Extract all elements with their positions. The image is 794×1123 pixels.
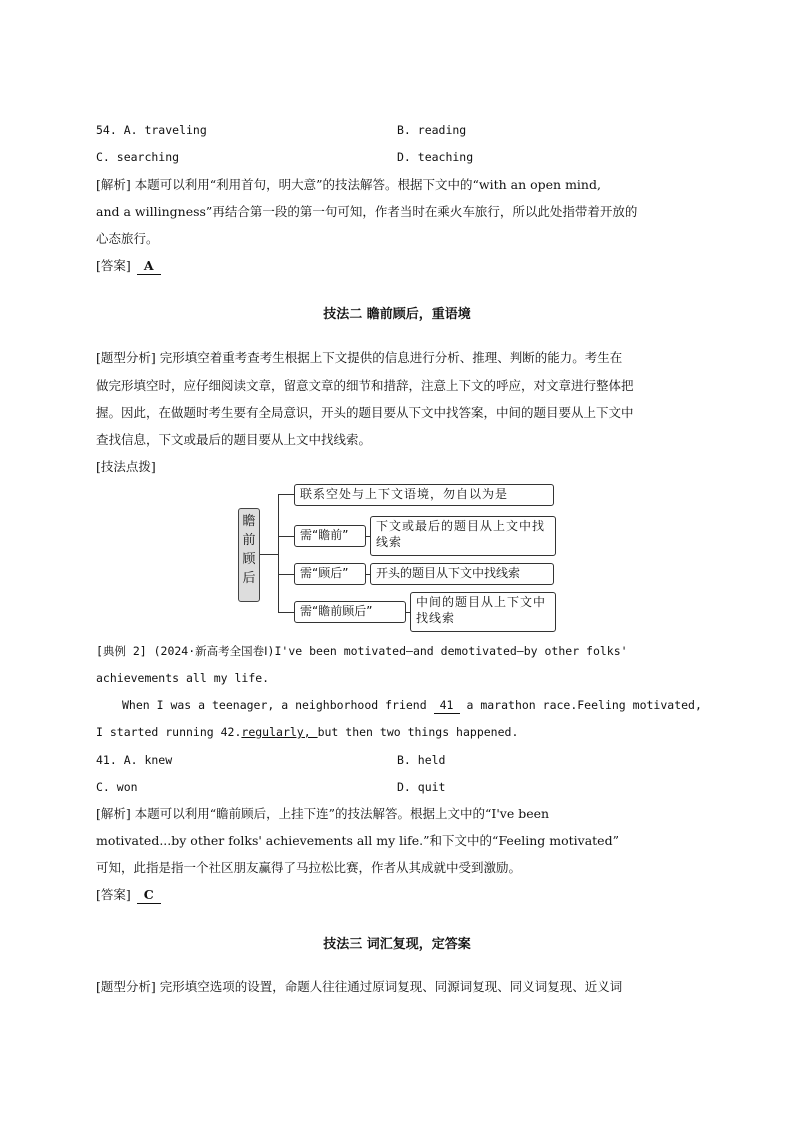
answer-41: [96, 887, 161, 904]
passage-line-1: [122, 697, 702, 714]
answer-value-2: C: [137, 887, 161, 904]
passage-line-2: [96, 724, 518, 740]
section-2-analysis-line-3: 握。因此，在做题时考生要有全局意识，开头的题目要从下文中找答案，中间的题目要从上下文中: [96, 405, 634, 420]
answer-label-2: [答案]: [96, 887, 131, 902]
option-41-b: B. held: [397, 753, 446, 767]
diagram-label-3: 需“瞻前顾后”: [294, 601, 406, 623]
technique-diagram: [236, 482, 566, 634]
blank-41: 41: [434, 697, 460, 714]
diagram-label-1: 需“瞻前”: [294, 525, 366, 547]
passage-text-1a: When I was a teenager, a neighborhood friend: [122, 698, 434, 712]
diagram-text-1: 下文或最后的题目从上文中找线索: [370, 516, 556, 556]
diagram-branch-0: [278, 494, 294, 495]
diagram-label-2: 需“顾后”: [294, 563, 366, 585]
example-2-intro-line-2: achievements all my life.: [96, 671, 270, 685]
diagram-branch-2: [278, 574, 294, 575]
section-2-analysis-line-1: [题型分析] 完形填空着重考查考生根据上下文提供的信息进行分析、推理、判断的能力。考生在: [96, 350, 623, 365]
analysis-54-line-3: 心态旅行。: [96, 231, 159, 246]
diagram-text-3: 中间的题目从上下文中找线索: [410, 592, 556, 632]
diagram-branch-1: [278, 536, 294, 537]
analysis-41-line-2: motivated...by other folks' achievements all my life.”和下文中的“Feeling motivated”: [96, 833, 619, 848]
answer-label: [答案]: [96, 258, 131, 273]
answer-54: [96, 258, 161, 275]
option-41-c: C. won: [96, 780, 138, 794]
diagram-branch-3: [278, 612, 294, 613]
analysis-54-line-1: [解析] 本题可以利用“利用首句，明大意”的技法解答。根据下文中的“with an open mind,: [96, 177, 601, 192]
diagram-trunk: [278, 494, 279, 612]
passage-text-2a: I started running 42.: [96, 725, 242, 739]
analysis-54-line-2: and a willingness”再结合第一段的第一句可知，作者当时在乘火车旅行，所以此处指带着开放的: [96, 204, 638, 219]
section-3-analysis-line-1: [题型分析] 完形填空选项的设置，命题人往往通过原词复现、同源词复现、同义词复现、近义词: [96, 979, 623, 994]
option-54-a: 54. A. traveling: [96, 123, 207, 137]
diagram-connector: [260, 554, 278, 555]
option-41-a: 41. A. knew: [96, 753, 173, 767]
option-54-c: C. searching: [96, 150, 180, 164]
section-3-heading: 技法三 词汇复现，定答案: [323, 937, 471, 952]
passage-text-2b: but then two things happened.: [317, 725, 519, 739]
passage-underlined: regularly,: [241, 725, 318, 739]
section-2-analysis-line-2: 做完形填空时，应仔细阅读文章，留意文章的细节和措辞，注意上下文的呼应，对文章进行整体把: [96, 378, 634, 393]
analysis-41-line-3: 可知，此指是指一个社区朋友赢得了马拉松比赛，作者从其成就中受到激励。: [96, 860, 522, 875]
analysis-41-line-1: [解析] 本题可以利用“瞻前顾后，上挂下连”的技法解答。根据上文中的“I've been: [96, 806, 550, 821]
section-2-heading: 技法二 瞻前顾后，重语境: [323, 307, 471, 322]
diagram-root-box: 瞻前顾后: [238, 508, 260, 602]
answer-value: A: [137, 258, 161, 275]
option-54-b: B. reading: [397, 123, 467, 137]
example-2-intro-line-1: [典例 2] (2024·新高考全国卷Ⅰ)I've been motivated—and demotivated—by other folks': [96, 644, 628, 658]
section-2-analysis-line-4: 查找信息，下文或最后的题目要从上文中找线索。: [96, 432, 372, 447]
diagram-text-2: 开头的题目从下文中找线索: [370, 563, 554, 585]
diagram-top-box: 联系空处与上下文语境，勿自以为是: [294, 484, 554, 506]
passage-text-1b: a marathon race.Feeling motivated,: [459, 698, 702, 712]
option-54-d: D. teaching: [397, 150, 474, 164]
option-41-d: D. quit: [397, 780, 446, 794]
tips-label: [技法点拨]: [96, 459, 156, 474]
